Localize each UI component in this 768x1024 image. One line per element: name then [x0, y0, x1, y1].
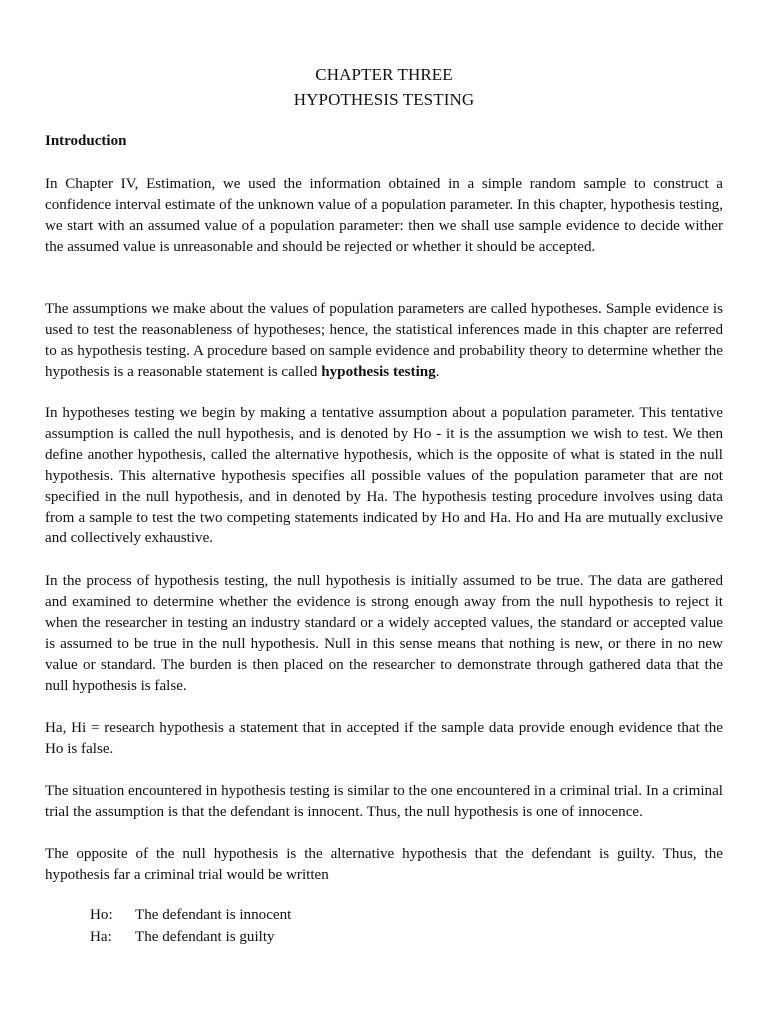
paragraph-assumptions-end: .: [435, 363, 440, 380]
paragraph-research-hypothesis: Ha, Hi = research hypothesis a statement that in accepted if the sample data provide enough evidence that the Ho is false.: [45, 720, 723, 757]
title-block: [45, 62, 723, 112]
hypothesis-label: Ho:: [90, 907, 113, 923]
paragraph-estimation: In Chapter IV, Estimation, we used the information obtained in a simple random sample to construct a confidence interval estimate of the unknown value of a population parameter. In this chapter, hypothesis testing, we start with an assumed value of a population parameter: then we shall use sample evidence to decide wither the assumed value is unreasonable and should be rejected or whether it should be accepted.: [45, 176, 723, 255]
chapter-title: HYPOTHESIS TESTING: [293, 90, 475, 109]
paragraph-assumptions: [45, 299, 723, 383]
paragraph-assumptions-text: The assumptions we make about the values of population parameters are called hypotheses. Sample evidence is used to test the reasonableness of hypotheses; hence, the statistical inferences made in this chapter are referred to as hypothesis testing. A procedure based on sample evidence and probability theory to determine whether the hypothesis is a reasonable statement is called: [45, 301, 723, 380]
paragraph-criminal-trial: The situation encountered in hypothesis testing is similar to the one encountered in a criminal trial. In a criminal trial the assumption is that the defendant is innocent. Thus, the null hypothesis is one of innocence.: [45, 783, 723, 820]
paragraph-alternative: The opposite of the null hypothesis is the alternative hypothesis that the defendant is guilty. Thus, the hypothesis far a criminal trial would be written: [45, 846, 723, 883]
paragraph-null-hypothesis: In hypotheses testing we begin by making a tentative assumption about a population parameter. This tentative assumption is called the null hypothesis, and is denoted by Ho - it is the assumption we wish to test. We then define another hypothesis, called the alternative hypothesis, which is the opposite of what is stated in the null hypothesis. This alternative hypothesis specifies all possible values of the population parameter that are not specified in the null hypothesis, and in denoted by Ha. The hypothesis testing procedure involves using data from a sample to test the two competing statements indicated by Ho and Ha. Ho and Ha are mutually exclusive and collectively exhaustive.: [45, 405, 723, 547]
hypothesis-item-null: [90, 905, 291, 927]
chapter-heading: CHAPTER THREE: [315, 65, 453, 84]
hypothesis-text: The defendant is innocent: [135, 907, 292, 923]
hypothesis-text: The defendant is guilty: [135, 928, 275, 945]
hypothesis-list: [90, 905, 291, 948]
hypothesis-label: Ha:: [90, 928, 112, 945]
bold-term-hypothesis-testing: hypothesis testing: [321, 363, 436, 380]
section-heading-introduction: Introduction: [45, 133, 127, 149]
paragraph-process: In the process of hypothesis testing, the null hypothesis is initially assumed to be true. The data are gathered and examined to determine whether the evidence is strong enough away from the null hypothesis to reject it when the researcher in testing an industry standard or a widely accepted values, the standard or accepted value is assumed to be true in the null hypothesis. Null in this sense means that nothing is new, or there in no new value or standard. The burden is then placed on the researcher to demonstrate through gathered data that the null hypothesis is false.: [45, 573, 723, 694]
hypothesis-item-alternative: [90, 927, 291, 949]
